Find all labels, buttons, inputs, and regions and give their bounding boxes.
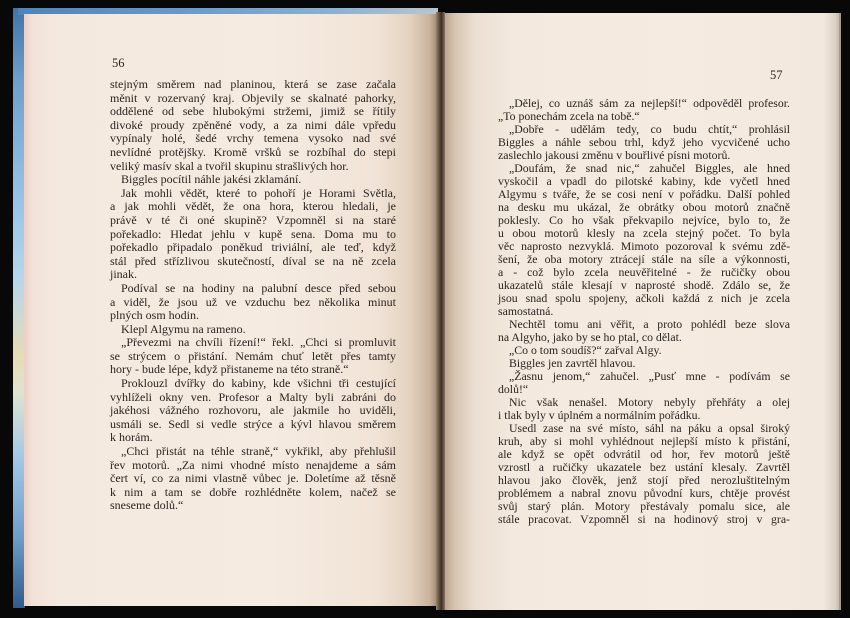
text-line: Nechtěl tomu ani věřit, a proto pohlédl beze slova: [509, 317, 790, 331]
text-line: „Převezmi na chvíli řízení!“ řekl. „Chci si promluvit: [121, 335, 396, 350]
text-line: řev motorů. „Za nimi vhodné místo nenajdeme a sám: [110, 457, 396, 472]
text-line: „Dobře - udělám tedy, co budu chtít,“ prohlásil: [509, 122, 790, 136]
text-line: a viděl, že jsou už ve vzduchu bez několika minut: [110, 294, 396, 309]
text-line: ukazatelů stále klesají v naprosté shodě. Zdálo se, že: [498, 278, 790, 292]
text-line: ale když se opět odvrátil od hor, řev motorů ještě: [498, 447, 790, 461]
book-gutter: [436, 12, 445, 610]
text-line: šení, že oba motory ztrácejí stále na síle a výkonnosti,: [498, 252, 790, 266]
text-line: Jak mohli vědět, které to pohoří je Horami Světla,: [121, 185, 396, 200]
page-number-left: 56: [112, 56, 125, 70]
text-line: veliký masív skal a tvořil skupinu strašlivých hor.: [110, 158, 349, 173]
text-line: jsou snad spolu spojeny, ačkoli každá z nich je zcela: [498, 291, 790, 305]
left-page-text: [110, 78, 396, 513]
text-line: „Dělej, co uznáš sám za nejlepší!“ odpověděl profesor.: [509, 96, 790, 110]
text-line: vyskočil a vpadl do pilotské kabiny, kde vyčetl hned: [498, 174, 790, 188]
text-line: Nic však nenašel. Motory nebyly přehřáty a olej: [509, 395, 790, 409]
text-line: vzrostl a ručičky ukazatele bez ustání klesaly. Zavrtěl: [498, 460, 790, 474]
text-line: Biggles jen zavrtěl hlavou.: [509, 356, 636, 370]
text-line: „Chci přistát na téhle straně,“ vykřikl, aby přehlušil: [121, 444, 396, 459]
text-line: na desku mu ukázal, že obrátky obou motorů značně: [498, 200, 790, 214]
page-number-right: 57: [770, 68, 783, 82]
text-line: u obou motorů klesly na zcela stejný počet. To byla: [498, 226, 790, 240]
text-line: právě v té či oné skupině? Vzpomněl si na staré: [110, 212, 396, 227]
text-line: k horám.: [110, 430, 153, 445]
text-line: Proklouzl dvířky do kabiny, kde všichni tři cestující: [121, 376, 396, 391]
text-line: poklesly. Co ho však překvapilo nejvíce, bylo to, že: [498, 213, 790, 227]
text-line: svůj starý plán. Motory přestávaly pomalu sice, ale: [498, 499, 790, 513]
right-page-text: [498, 97, 790, 526]
text-line: stál před střízlivou skutečností, díval se na ně zcela: [110, 253, 396, 268]
text-line: pořekadlo připadalo poněkud triviální, ale teď, když: [110, 240, 396, 255]
text-line: na Algyho, jako by se ho ptal, co dělat.: [498, 330, 682, 344]
text-line: věc naprosto nezvyklá. Mimoto pozoroval k svému zdě-: [498, 239, 790, 253]
text-line: „Žasnu jenom,“ zahučel. „Pusť mne - podívám se: [509, 369, 790, 383]
text-line: „Co o tom soudíš?“ zařval Algy.: [509, 343, 662, 357]
text-line: problémem a nabral znovu původní kurs, chtěje provést: [498, 486, 790, 500]
text-line: „To ponechám zcela na tobě.“: [498, 109, 640, 123]
text-line: a jak mohli vědět, že ona hora, kterou hledali, je: [110, 199, 396, 214]
text-line: pořekadlo: Hledat jehlu v kupě sena. Doma mu to: [110, 226, 396, 241]
text-line: kruh, aby si mohl vyhlédnout nejlepší místo k přistání,: [498, 434, 790, 448]
text-line: měnit v rozervaný kraj. Objevily se skalnaté pahorky,: [110, 90, 396, 105]
text-line: Usedl zase na své místo, sáhl na páku a opsal široký: [509, 421, 790, 435]
text-line: Biggles a náhle sebou trhl, když jeho vycvičené ucho: [498, 135, 790, 149]
text-line: Biggles pocítil náhle jakési zklamání.: [121, 172, 302, 187]
text-line: Podíval se na hodiny na palubní desce před sebou: [121, 280, 396, 295]
text-line: Algymu s tváře, že se cosi není v pořádku. Další pohled: [498, 187, 790, 201]
text-line: hlavou jako člověk, jenž stojí před nerozluštitelným: [498, 473, 790, 487]
text-line: čert ví, co za nimi vlastně vůbec je. Doletíme až těsně: [110, 471, 396, 486]
text-line: divoké proudy zpěněné vody, a za nimi dále vpředu: [110, 117, 396, 132]
text-line: sneseme dolů.“: [110, 498, 184, 513]
text-line: stejným směrem nad planinou, která se zase začala: [110, 77, 396, 91]
text-line: oddělené od sebe hlubokými stržemi, jimiž se řítily: [110, 104, 396, 119]
text-line: plných osm hodin.: [110, 308, 199, 323]
text-line: samostatná.: [498, 304, 554, 318]
text-line: hory - bude lépe, když přistaneme na této straně.“: [110, 362, 349, 377]
text-line: k nim a tam se dobře rozhlédněte kolem, načež se: [110, 484, 396, 499]
text-line: vyhlíželi okny ven. Profesor a Malty byli zabráni do: [110, 389, 396, 404]
text-line: i tlak byly v úplném a normálním pořádku.: [498, 408, 701, 422]
text-line: se strýcem o přistání. Nemám chuť letět přes tamty: [110, 348, 396, 363]
text-line: nevlídné protějšky. Kromě vršků se rozbíhal do stepi: [110, 144, 396, 159]
text-line: stále pracovat. Vzpomněl si na hodinový stroj v gra-: [498, 512, 790, 526]
text-line: a - což bylo zcela neuvěřitelné - že ručičky obou: [498, 265, 790, 279]
text-line: zaslechlo jakousi změnu v bouřlivé písni motorů.: [498, 148, 731, 162]
text-line: dolů!“: [498, 382, 529, 396]
text-line: jinak.: [110, 267, 137, 282]
text-line: jakéhosi vážného rozhovoru, ale jakmile ho uviděli,: [110, 403, 396, 418]
text-line: vypínaly holé, šedé vrchy temena vysoko nad své: [110, 131, 396, 146]
text-line: „Doufám, že snad nic,“ zahučel Biggles, ale hned: [509, 161, 790, 175]
text-line: usmáli se. Sedl si vedle strýce a kývl hlavou směrem: [110, 416, 396, 431]
text-line: Klepl Algymu na rameno.: [121, 321, 246, 336]
